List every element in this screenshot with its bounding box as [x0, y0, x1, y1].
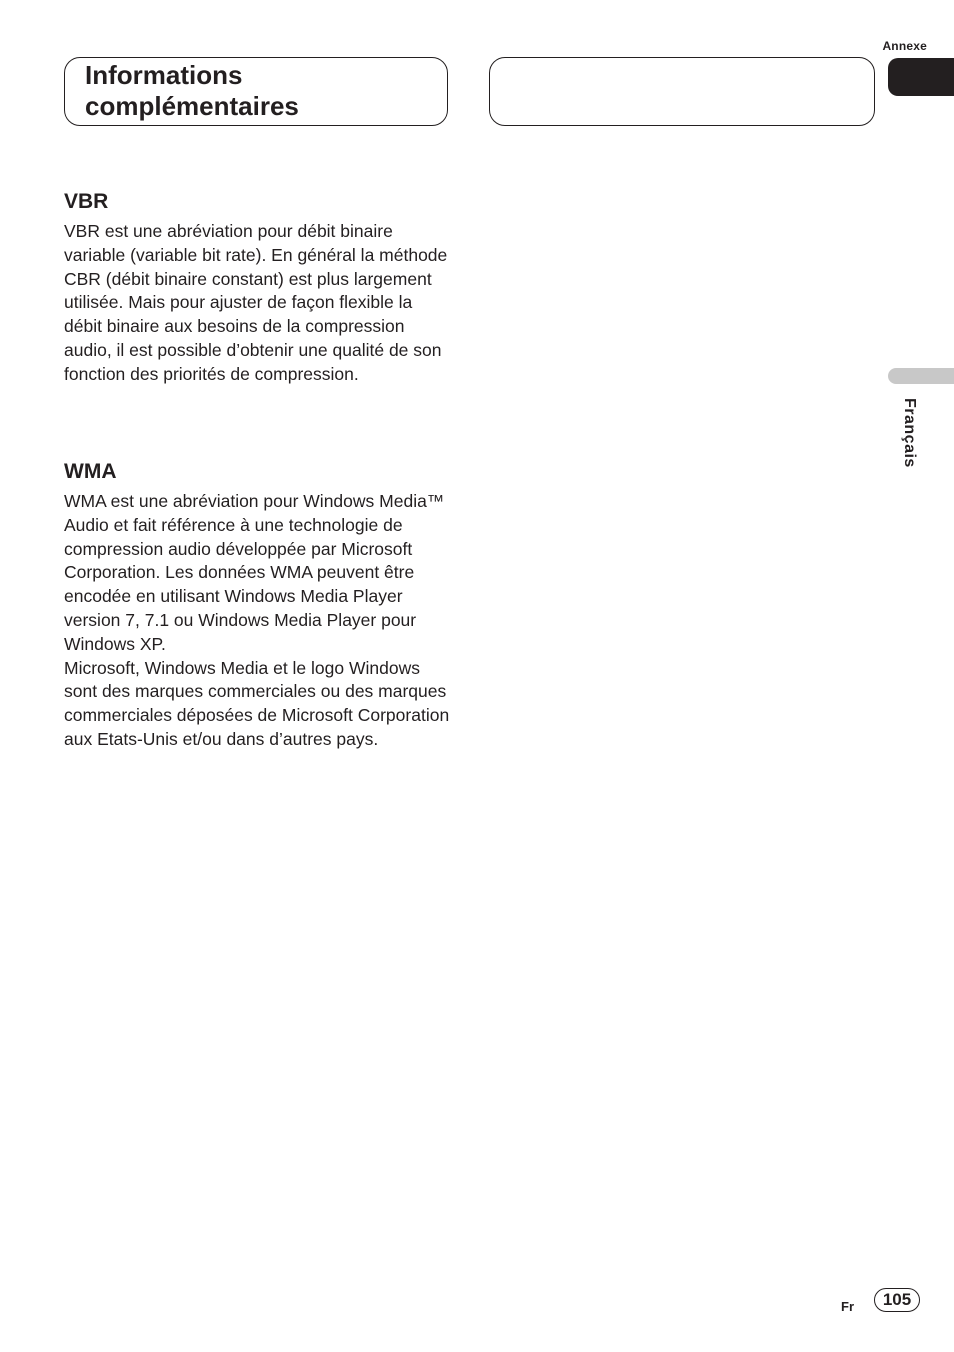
footer-language-code: Fr [841, 1299, 854, 1314]
empty-title-box [489, 57, 875, 126]
section-paragraph: WMA est une abréviation pour Windows Media™ Audio et fait référence à une technologie de compression audio développée par Microsoft Corporation. Les données WMA peuvent être encodée en utilisant Windows Media Player version 7, 7.1 ou Windows Media Player pour Windows XP. [64, 491, 445, 654]
section-heading: VBR [64, 190, 109, 213]
section-paragraph: Microsoft, Windows Media et le logo Windows sont des marques commerciales ou des marques commerciales déposées de Microsoft Corporation aux Etats-Unis et/ou dans d’autres pays. [64, 657, 450, 749]
section-label: Annexe [882, 39, 927, 53]
article-wma [64, 460, 454, 752]
language-label: Français [901, 398, 918, 468]
chapter-tab [888, 58, 954, 96]
title-box [64, 57, 448, 126]
page-title [85, 60, 299, 122]
page-number: 105 [874, 1288, 920, 1312]
section-heading: WMA [64, 460, 117, 483]
article-vbr [64, 190, 454, 387]
page-title-line2: complémentaires [85, 91, 299, 121]
section-paragraph: VBR est une abréviation pour débit binaire variable (variable bit rate). En général la méthode CBR (débit binaire constant) est plus largement utilisée. Mais pour ajuster de façon flexible la débit binaire aux besoins de la compression audio, il est possible d’obtenir une qualité de son fonction des priorités de compression. [64, 221, 448, 384]
language-tab-bar [888, 368, 954, 384]
page-title-line1: Informations [85, 60, 243, 90]
